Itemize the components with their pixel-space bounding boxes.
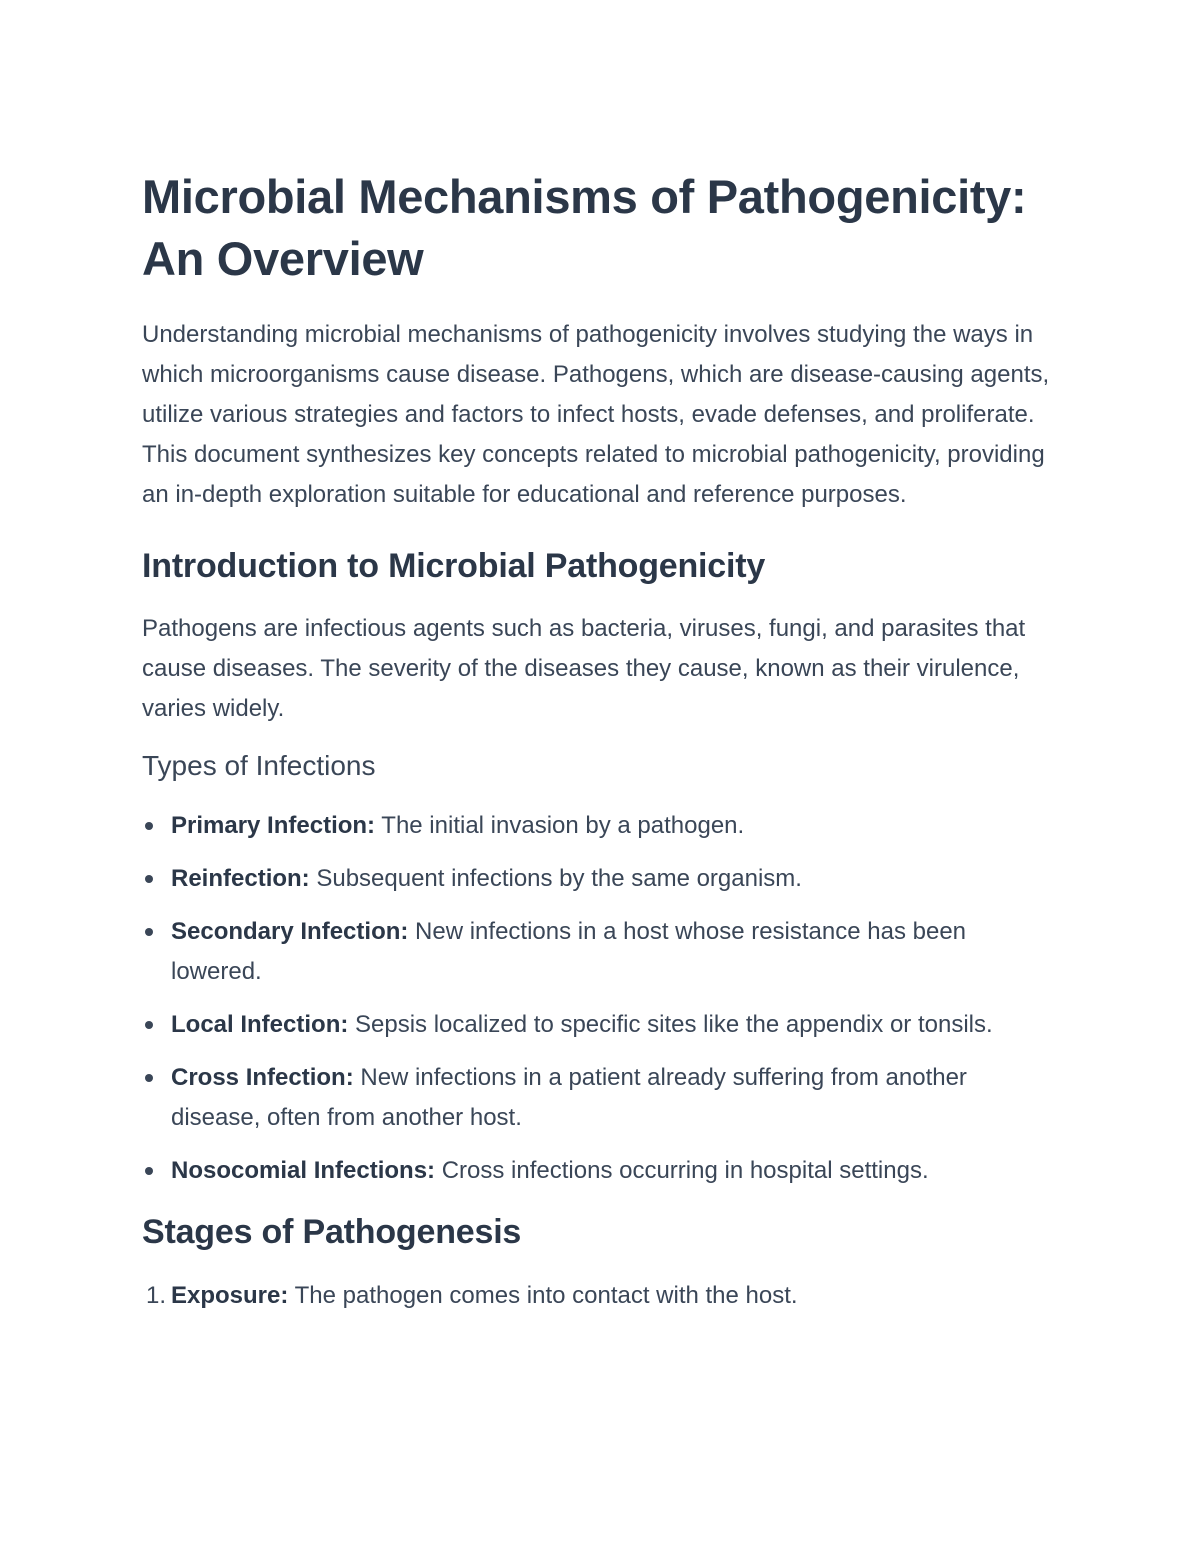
list-item-term: Nosocomial Infections: [171,1157,436,1184]
list-item-text: Cross infections occurring in hospital settings. [435,1157,929,1184]
list-item-text: The initial invasion by a pathogen. [375,812,745,839]
infection-types-list [142,806,1062,1191]
list-item-text: The pathogen comes into contact with the host. [288,1282,798,1309]
document-page [142,166,1062,1316]
list-item-term: Cross Infection: [171,1064,354,1091]
subheading-types-of-infections: Types of Infections [142,750,376,781]
list-item-text: Subsequent infections by the same organism. [309,865,802,892]
intro-paragraph: Understanding microbial mechanisms of pathogenicity involves studying the ways in which microorganisms cause disease. Pathogens, which are disease-causing agents, utilize various strategies and factors to infect hosts, evade defenses, and proliferate. This document synthesizes key concepts related to microbial pathogenicity, providing an in-depth exploration suitable for educational and reference purposes. [142,321,1050,508]
bullet-icon [145,1021,153,1029]
list-item-term: Reinfection: [171,865,310,892]
section-heading-introduction: Introduction to Microbial Pathogenicity [142,547,766,585]
list-item-text: New infections in a host whose resistance has been lowered. [171,918,967,985]
list-item-text: Sepsis localized to specific sites like the appendix or tonsils. [348,1011,993,1038]
list-item [142,806,1062,846]
list-item [142,1058,1062,1138]
introduction-paragraph: Pathogens are infectious agents such as bacteria, viruses, fungi, and parasites that cause diseases. The severity of the diseases they cause, known as their virulence, varies widely. [142,615,1026,722]
list-item [142,859,1062,899]
list-item-term: Exposure: [171,1282,289,1309]
bullet-icon [145,1167,153,1175]
list-item [142,1276,1062,1316]
bullet-icon [145,1074,153,1082]
pathogenesis-stages-list [142,1276,1062,1316]
document-title: Microbial Mechanisms of Pathogenicity: An Overview [142,170,1027,285]
list-item-term: Secondary Infection: [171,918,409,945]
list-item [142,1005,1062,1045]
list-item-number: 1. [146,1282,167,1309]
list-item-term: Primary Infection: [171,812,376,839]
list-item-text: New infections in a patient already suffering from another disease, often from another host. [171,1064,967,1131]
list-item [142,1151,1062,1191]
list-item [142,912,1062,992]
bullet-icon [145,928,153,936]
bullet-icon [145,822,153,830]
section-heading-stages: Stages of Pathogenesis [142,1213,522,1251]
bullet-icon [145,875,153,883]
list-item-term: Local Infection: [171,1011,349,1038]
